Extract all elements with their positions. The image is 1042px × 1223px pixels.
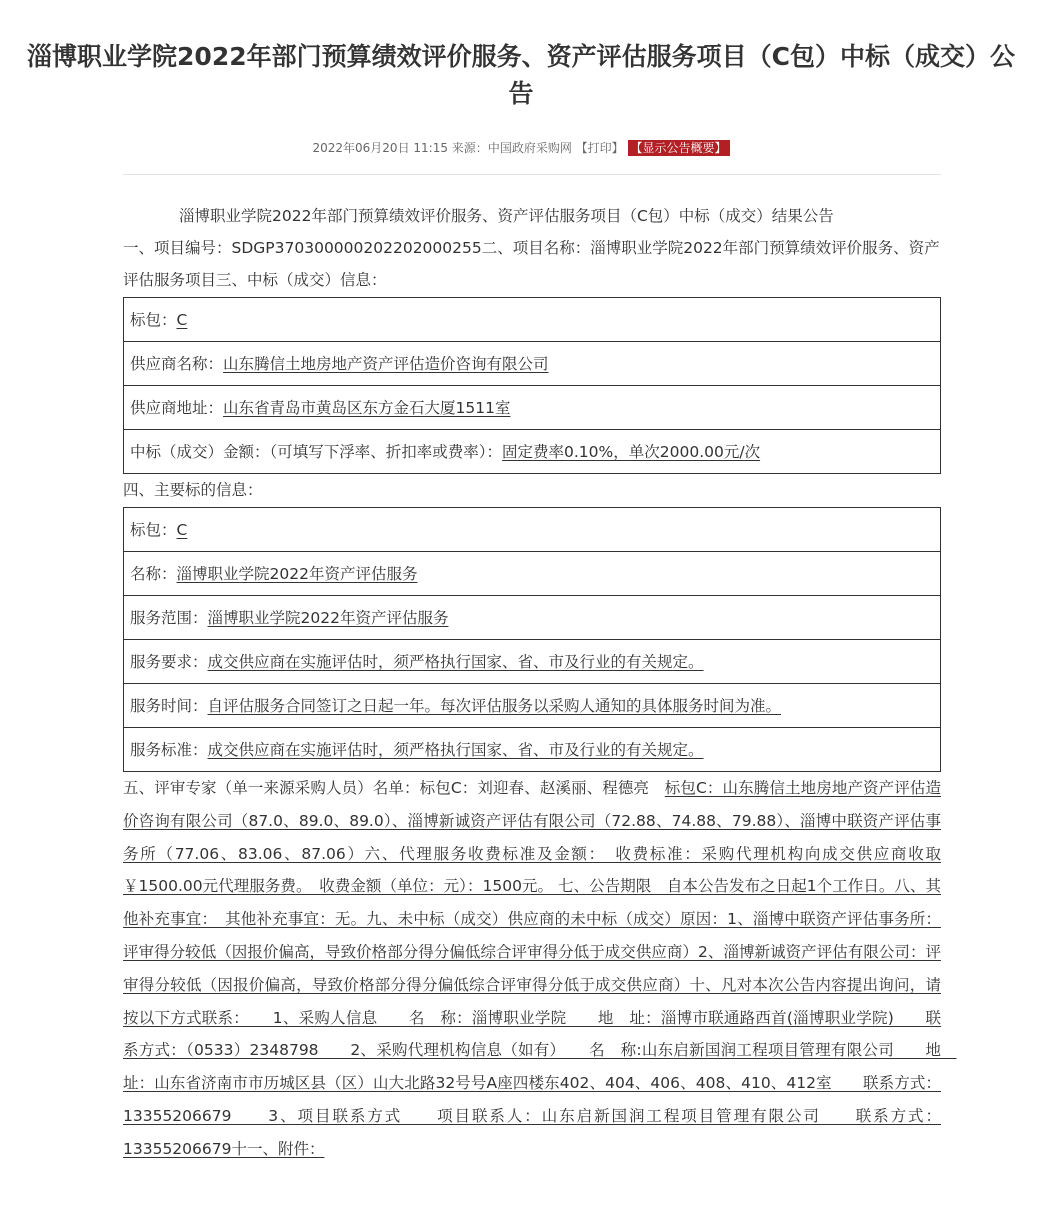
table-row: [124, 298, 941, 342]
table-cell: [124, 728, 941, 772]
subject-name-link[interactable]: 淄博职业学院2022年资产评估服务: [176, 564, 418, 583]
table-cell: [124, 640, 941, 684]
row-label: 标包：: [130, 310, 177, 329]
package-link[interactable]: C: [176, 520, 188, 539]
service-standard-link[interactable]: 成交供应商在实施评估时，须严格执行国家、省、市及行业的有关规定。: [207, 740, 704, 759]
service-scope-link[interactable]: 淄博职业学院2022年资产评估服务: [207, 608, 449, 627]
header-divider: [123, 174, 941, 175]
package-link[interactable]: C: [176, 310, 188, 329]
section-1-3: 一、项目编号：SDGP370300000202202000255二、项目名称：淄博职业学院2022年部门预算绩效评价服务、资产评估服务项目三、中标（成交）信息：: [123, 239, 940, 289]
table-cell: [124, 596, 941, 640]
award-info-table: [123, 297, 941, 474]
source-name: 中国政府采购网: [487, 141, 572, 155]
supplier-address-link[interactable]: 山东省青岛市黄岛区东方金石大厦1511室: [223, 398, 511, 417]
review-results-link[interactable]: 标包C：山东腾信土地房地产资产评估造价咨询有限公司（87.0、89.0、89.0）、淄博新诚资产评估有限公司（72.88、74.88、79.88）、淄博中联资产评估事务所（77.06、83.06、87.06）六、代理服务收费标准及金额： 收费标准：采购代理机构向成交供应商收取￥1500.00元代理服务费。 收费金额（单位：元）：1500元。 七、公告期限 自本公告发布之日起1个工作日。八、其他补充事宜： 其他补充事宜：无。九、未中标（成交）供应商的未中标（成交）原因：1、淄博中联资产评估事务所：评审得分较低（因报价偏高，导致价格部分得分偏低综合评审得分低于成交供应商）2、淄博新诚资产评估有限公司：评审得分较低（因报价偏高，导致价格部分得分偏低综合评审得分低于成交供应商）十、凡对本次公告内容提出询问，请按以下方式联系： 1、采购人信息 名 称：淄博职业学院 地 址：淄博市联通路西首(淄博职业学院) 联系方式：（0533）2348798 2、采购代理机构信息（如有） 名 称:山东启新国润工程项目管理有限公司 地 址：山东省济南市市历城区县（区）山大北路32号号A座四楼东402、404、406、408、410、412室 联系方式：13355206679 3、项目联系方式 项目联系人：山东启新国润工程项目管理有限公司 联系方式：13355206679十一、附件：: [123, 779, 957, 1158]
source-label: 来源：: [451, 141, 488, 155]
award-amount-link[interactable]: 固定费率0.10%，单次2000.00元/次: [502, 442, 761, 461]
row-label: 供应商名称：: [130, 354, 224, 373]
show-summary-button[interactable]: 【显示公告概要】: [628, 140, 730, 156]
table-row: [124, 386, 941, 430]
content-heading: 淄博职业学院2022年部门预算绩效评价服务、资产评估服务项目（C包）中标（成交）结果公告: [179, 207, 834, 225]
subject-info-table: [123, 507, 941, 772]
table-row: [124, 596, 941, 640]
supplier-name-link[interactable]: 山东腾信土地房地产资产评估造价咨询有限公司: [223, 354, 549, 373]
table-row: [124, 552, 941, 596]
table-row: [124, 430, 941, 474]
section-4-heading: 四、主要标的信息：: [123, 481, 263, 499]
service-time-link[interactable]: 自评估服务合同签订之日起一年。每次评估服务以采购人通知的具体服务时间为准。: [207, 696, 782, 715]
table-row: [124, 684, 941, 728]
row-label: 服务要求：: [130, 652, 208, 671]
expert-list: 五、评审专家（单一来源采购人员）名单：标包C：刘迎春、赵溪丽、程德亮: [123, 779, 665, 797]
service-requirement-link[interactable]: 成交供应商在实施评估时，须严格执行国家、省、市及行业的有关规定。: [207, 652, 704, 671]
row-label: 服务范围：: [130, 608, 208, 627]
table-row: [124, 728, 941, 772]
row-label: 服务标准：: [130, 740, 208, 759]
row-label: 名称：: [130, 564, 177, 583]
article-content: [123, 200, 957, 1166]
section-5-11: [123, 772, 957, 1166]
table-cell: [124, 386, 941, 430]
row-label: 服务时间：: [130, 696, 208, 715]
table-row: [124, 508, 941, 552]
table-cell: [124, 508, 941, 552]
page-title: 淄博职业学院2022年部门预算绩效评价服务、资产评估服务项目（C包）中标（成交）公告: [27, 42, 1015, 108]
row-label: 中标（成交）金额：（可填写下浮率、折扣率或费率）：: [130, 442, 503, 461]
row-label: 标包：: [130, 520, 177, 539]
table-cell: [124, 430, 941, 474]
article-meta: [0, 138, 1042, 158]
table-cell: [124, 684, 941, 728]
print-link[interactable]: 【打印】: [575, 141, 624, 155]
publish-date: 2022年06月20日 11:15: [312, 141, 448, 155]
table-cell: [124, 552, 941, 596]
row-label: 供应商地址：: [130, 398, 224, 417]
table-cell: [124, 342, 941, 386]
table-row: [124, 640, 941, 684]
table-cell: [124, 298, 941, 342]
table-row: [124, 342, 941, 386]
